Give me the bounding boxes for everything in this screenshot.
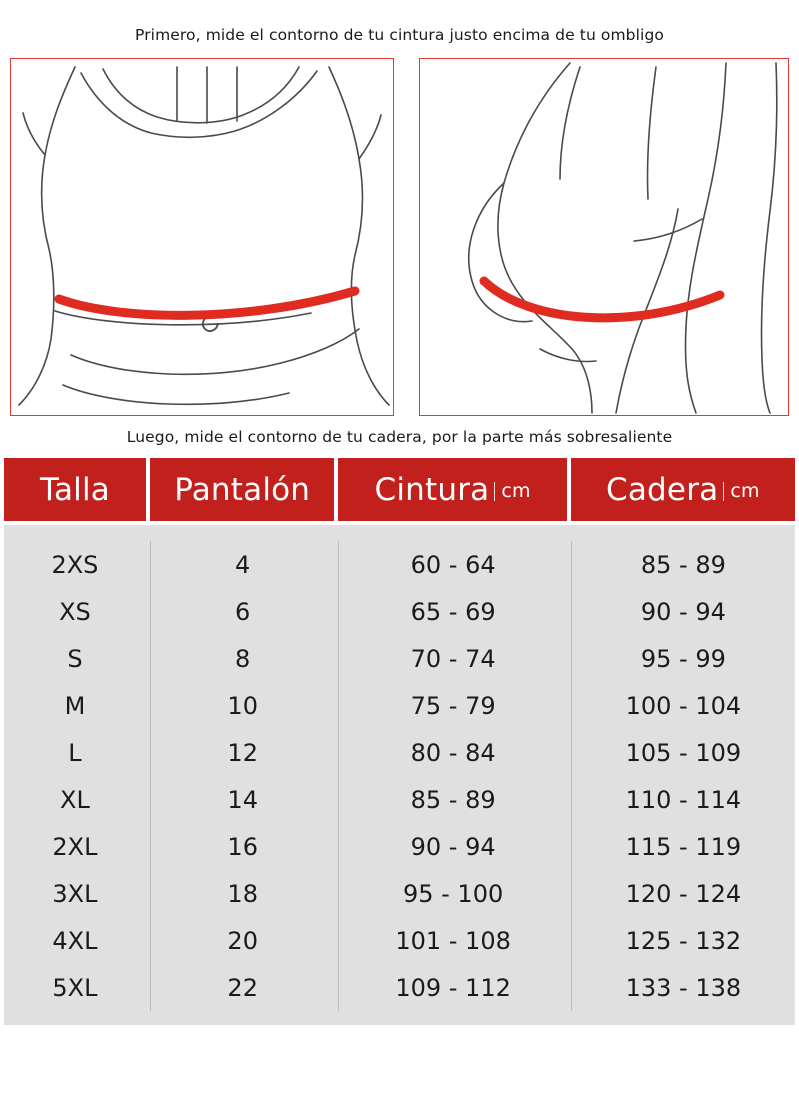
cell-talla: 5XL <box>52 973 98 1002</box>
instruction-waist: Primero, mide el contorno de tu cintura justo encima de tu ombligo <box>135 26 664 44</box>
cell-cintura: 85 - 89 <box>338 776 566 823</box>
instruction-hip: Luego, mide el contorno de tu cadera, por la parte más sobresaliente <box>126 428 673 446</box>
table-row <box>4 588 795 635</box>
cell-talla: L <box>68 738 82 767</box>
table-row <box>4 823 795 870</box>
table-row <box>4 635 795 682</box>
header-talla <box>4 458 146 521</box>
illustrations-row <box>0 58 799 416</box>
table-row <box>4 776 795 823</box>
cell-cadera: 100 - 104 <box>571 682 795 729</box>
cell-cintura: 109 - 112 <box>338 964 566 1011</box>
cell-cintura: 90 - 94 <box>338 823 566 870</box>
cell-cintura: 70 - 74 <box>338 635 566 682</box>
cell-cintura: 75 - 79 <box>338 682 566 729</box>
cell-cadera: 115 - 119 <box>571 823 795 870</box>
cell-talla: 3XL <box>52 879 98 908</box>
cell-cadera: 133 - 138 <box>571 964 795 1011</box>
cell-pantalon: 8 <box>150 635 335 682</box>
cell-cadera: 90 - 94 <box>571 588 795 635</box>
cell-pantalon: 18 <box>150 870 335 917</box>
cell-pantalon: 6 <box>150 588 335 635</box>
cell-talla: M <box>64 691 86 720</box>
cell-talla: 2XS <box>51 550 99 579</box>
header-cintura <box>338 458 566 521</box>
cell-pantalon: 16 <box>150 823 335 870</box>
header-cadera-unit: cm <box>723 482 759 501</box>
cell-talla: 2XL <box>52 832 98 861</box>
header-pantalon <box>150 458 335 521</box>
cell-cintura: 101 - 108 <box>338 917 566 964</box>
cell-pantalon: 20 <box>150 917 335 964</box>
table-row <box>4 917 795 964</box>
cell-talla: XS <box>59 597 91 626</box>
table-row <box>4 541 795 588</box>
cell-pantalon: 4 <box>150 541 335 588</box>
table-row <box>4 682 795 729</box>
header-cadera-label: Cadera <box>606 471 719 508</box>
waist-illustration <box>10 58 394 416</box>
cell-cadera: 120 - 124 <box>571 870 795 917</box>
cell-cadera: 125 - 132 <box>571 917 795 964</box>
cell-cadera: 110 - 114 <box>571 776 795 823</box>
table-row <box>4 729 795 776</box>
table-body <box>4 525 795 1025</box>
table-row <box>4 964 795 1011</box>
cell-pantalon: 22 <box>150 964 335 1011</box>
table-row <box>4 870 795 917</box>
table-header-row <box>4 458 795 521</box>
cell-pantalon: 10 <box>150 682 335 729</box>
header-pantalon-label: Pantalón <box>174 471 311 508</box>
header-cintura-label: Cintura <box>374 471 490 508</box>
size-table <box>0 458 799 1025</box>
cell-pantalon: 14 <box>150 776 335 823</box>
cell-talla: S <box>67 644 83 673</box>
header-cadera <box>571 458 795 521</box>
header-talla-label: Talla <box>39 471 110 508</box>
cell-pantalon: 12 <box>150 729 335 776</box>
cell-cadera: 95 - 99 <box>571 635 795 682</box>
header-cintura-unit: cm <box>494 482 530 501</box>
cell-cintura: 80 - 84 <box>338 729 566 776</box>
cell-cintura: 95 - 100 <box>338 870 566 917</box>
cell-cintura: 60 - 64 <box>338 541 566 588</box>
cell-talla: XL <box>60 785 90 814</box>
cell-cintura: 65 - 69 <box>338 588 566 635</box>
hip-illustration <box>419 58 789 416</box>
cell-talla: 4XL <box>52 926 98 955</box>
cell-cadera: 105 - 109 <box>571 729 795 776</box>
cell-cadera: 85 - 89 <box>571 541 795 588</box>
